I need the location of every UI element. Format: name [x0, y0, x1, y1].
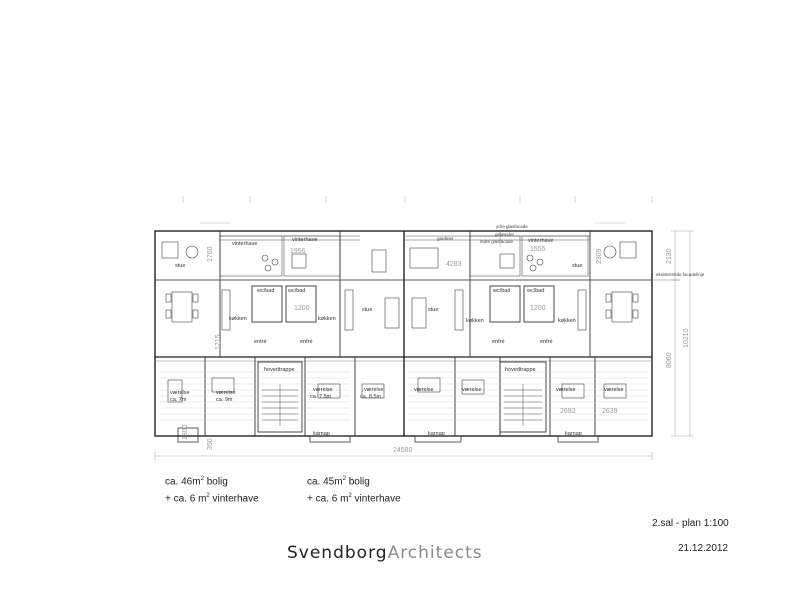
dim-1215: 1215: [215, 334, 222, 350]
unit-b-line-2: + ca. 6 $m^2$ vinterhave: [307, 493, 401, 505]
dim-1760: 1760: [207, 246, 214, 262]
label-vinterhave-2: vinterhave: [292, 237, 318, 243]
top-guides: [183, 196, 652, 223]
label-vinterhave-3: vinterhave: [528, 238, 554, 244]
label-wcbad-4: wc/bad: [527, 288, 545, 294]
label-vaerelse-6: værelse: [462, 387, 482, 393]
karnap-bays: [178, 428, 598, 442]
dim-2692: 2692: [560, 408, 576, 415]
label-eksisterende-facadelinje: eksisterende facadelinje: [656, 272, 705, 277]
label-area-7-5m: ca. 7.5m: [310, 394, 332, 400]
plan-date: 21.12.2012: [678, 543, 729, 554]
label-entre-4: entré: [540, 339, 553, 345]
label-wcbad-2: wc/bad: [288, 288, 306, 294]
interior-walls: [205, 231, 595, 436]
dim-1800: 1800: [182, 424, 189, 440]
unit-b-line-1: ca. $45m^2$ bolig: [307, 476, 370, 488]
label-vaerelse-4: værelse: [364, 387, 384, 393]
dim-10210: 10210: [683, 328, 690, 348]
label-area-8-5m: ca. 8.5m: [360, 394, 382, 400]
label-koekken-2: køkken: [318, 316, 336, 322]
dim-350: 350: [207, 438, 214, 450]
label-karnap-3: karnap: [565, 431, 582, 437]
dim-total-width: 24580: [393, 447, 413, 454]
label-stue-4: stue: [572, 263, 583, 269]
logo-part-2: Architects: [387, 543, 483, 563]
label-entre-1: entré: [254, 339, 267, 345]
unit-a-line-2: + ca. 6 $m^2$ vinterhave: [165, 493, 259, 505]
dim-4283: 4283: [446, 261, 462, 268]
logo-part-1: Svendborg: [287, 543, 388, 563]
dim-2130: 2130: [666, 248, 673, 264]
unit-a-area-summary: [165, 472, 259, 507]
label-ydre-glasfacade: ydre glasfacade: [496, 224, 528, 229]
label-hovedtrappe-2: hovedtrappe: [505, 367, 536, 373]
label-wcbad-1: wc/bad: [257, 288, 275, 294]
label-koekken-3: køkken: [466, 318, 484, 324]
unit-a-line-1: ca. $46m^2$ bolig: [165, 476, 228, 488]
dim-1200-a: 1200: [294, 305, 310, 312]
label-koekken-1: køkken: [229, 316, 247, 322]
room-labels: [170, 224, 705, 437]
label-gardiner: gardiner: [437, 236, 454, 241]
label-entre-2: entré: [300, 339, 313, 345]
building-outline: [155, 231, 652, 436]
dim-1956: 1956: [290, 248, 306, 255]
label-vaerelse-8: værelse: [604, 387, 624, 393]
plan-title: 2.sal - plan 1:100: [652, 518, 729, 529]
dim-1200-b: 1200: [530, 305, 546, 312]
label-wcbad-3: wc/bad: [493, 288, 511, 294]
label-stue-3: stue: [428, 307, 439, 313]
label-gelaender: gelænder: [495, 232, 515, 237]
label-koekken-4: køkken: [558, 318, 576, 324]
label-area-7m: ca. 7m: [170, 397, 187, 403]
label-stue-2: stue: [362, 307, 373, 313]
label-hovedtrappe-1: hovedtrappe: [264, 367, 295, 373]
company-logo: [287, 543, 483, 563]
dim-8060: 8060: [666, 352, 673, 368]
dim-2639: 2639: [602, 408, 618, 415]
label-vaerelse-5: værelse: [414, 387, 434, 393]
label-vinterhave-1: vinterhave: [232, 241, 258, 247]
label-karnap-1: karnap: [313, 431, 330, 437]
label-entre-3: entré: [492, 339, 505, 345]
label-area-9m: ca. 9m: [216, 397, 233, 403]
label-vaerelse-3: værelse: [313, 387, 333, 393]
dim-2309: 2309: [596, 248, 603, 264]
dim-1555: 1555: [530, 246, 546, 253]
label-karnap-2: karnap: [428, 431, 445, 437]
label-indre-glasfacade: indre glasfacade: [480, 239, 514, 244]
dimension-lines: [155, 231, 694, 460]
label-vaerelse-1: værelse: [170, 390, 190, 396]
label-vaerelse-7: værelse: [556, 387, 576, 393]
label-stue-1: stue: [175, 263, 186, 269]
label-vaerelse-2: værelse: [216, 390, 236, 396]
unit-b-area-summary: [307, 472, 401, 507]
